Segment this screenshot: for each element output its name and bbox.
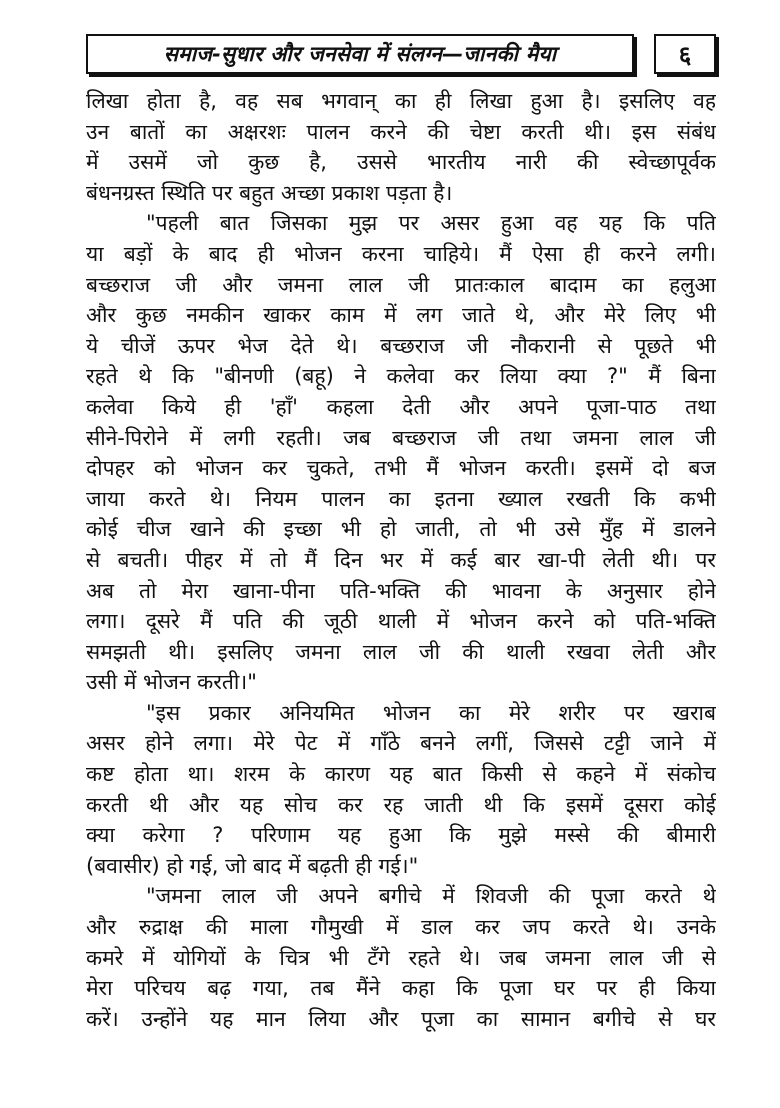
text-line: कोई चीज खाने की इच्छा भी हो जाती, तो भी उसे मुँह में डालने <box>86 517 716 542</box>
chapter-title-box <box>86 34 634 74</box>
text-line: करती थी और यह सोच कर रह जाती थी कि इसमें दूसरा कोई <box>86 792 716 817</box>
text-line: "पहली बात जिसका मुझ पर असर हुआ वह यह कि पति <box>146 211 716 236</box>
page-number-box <box>654 34 716 74</box>
text-line: "इस प्रकार अनियमित भोजन का मेरे शरीर पर खराब <box>146 700 716 725</box>
text-line: या बड़ों के बाद ही भोजन करना चाहिये। मैं ऐसा ही करने लगी। <box>86 241 716 266</box>
text-line: और रुद्राक्ष की माला गौमुखी में डाल कर जप करते थे। उनके <box>86 915 716 940</box>
text-line: सीने-पिरोने में लगी रहती। जब बच्छराज जी तथा जमना लाल जी <box>86 425 716 450</box>
running-header <box>86 34 716 78</box>
text-line: करें। उन्होंने यह मान लिया और पूजा का सामान बगीचे से घर <box>86 1006 716 1031</box>
page-number: ६ <box>678 40 692 69</box>
text-line: लगा। दूसरे मैं पति की जूठी थाली में भोजन करने को पति-भक्ति <box>86 609 716 634</box>
text-line: उसी में भोजन करती।" <box>86 670 257 695</box>
text-line: (बवासीर) हो गई, जो बाद में बढ़ती ही गई।" <box>86 853 419 878</box>
text-line: मेरा परिचय बढ़ गया, तब मैंने कहा कि पूजा घर पर ही किया <box>86 976 716 1001</box>
text-line: उन बातों का अक्षरशः पालन करने की चेष्टा करती थी। इस संबंध <box>86 119 716 144</box>
text-line: बच्छराज जी और जमना लाल जी प्रातःकाल बादाम का हलुआ <box>86 272 716 297</box>
text-line: रहते थे कि "बीनणी (बहू) ने कलेवा कर लिया क्या ?" मैं बिना <box>86 364 716 389</box>
text-line: लिखा होता है, वह सब भगवान् का ही लिखा हुआ है। इसलिए वह <box>86 89 716 113</box>
text-line: अब तो मेरा खाना-पीना पति-भक्ति की भावना के अनुसार होने <box>86 578 716 603</box>
body-text <box>86 86 716 1034</box>
text-line: असर होने लगा। मेरे पेट में गाँठे बनने लगीं, जिससे टट्टी जाने में <box>86 731 716 756</box>
text-line: कमरे में योगियों के चित्र भी टँगे रहते थे। जब जमना लाल जी से <box>86 945 716 970</box>
text-line: कलेवा किये ही 'हाँ' कहला देती और अपने पूजा-पाठ तथा <box>86 394 716 419</box>
text-line: "जमना लाल जी अपने बगीचे में शिवजी की पूजा करते थे <box>146 884 716 909</box>
text-line: क्या करेगा ? परिणाम यह हुआ कि मुझे मस्से की बीमारी <box>86 823 716 848</box>
text-line: ये चीजें ऊपर भेज देते थे। बच्छराज जी नौकरानी से पूछते भी <box>86 333 716 358</box>
text-line: से बचती। पीहर में तो मैं दिन भर में कई बार खा-पी लेती थी। पर <box>86 547 716 572</box>
text-line: बंधनग्रस्त स्थिति पर बहुत अच्छा प्रकाश पड़ता है। <box>86 180 453 205</box>
text-line: जाया करते थे। नियम पालन का इतना ख्याल रखती कि कभी <box>86 486 716 511</box>
text-line: दोपहर को भोजन कर चुकते, तभी मैं भोजन करती। इसमें दो बज <box>86 456 716 481</box>
chapter-title: समाज-सुधार और जनसेवा में संलग्न—जानकी मैया <box>163 42 557 66</box>
text-line: में उसमें जो कुछ है, उससे भारतीय नारी की स्वेच्छापूर्वक <box>86 150 716 175</box>
text-line: कष्ट होता था। शरम के कारण यह बात किसी से कहने में संकोच <box>86 762 716 787</box>
text-line: समझती थी। इसलिए जमना लाल जी की थाली रखवा लेती और <box>86 639 716 664</box>
text-line: और कुछ नमकीन खाकर काम में लग जाते थे, और मेरे लिए भी <box>86 303 716 328</box>
